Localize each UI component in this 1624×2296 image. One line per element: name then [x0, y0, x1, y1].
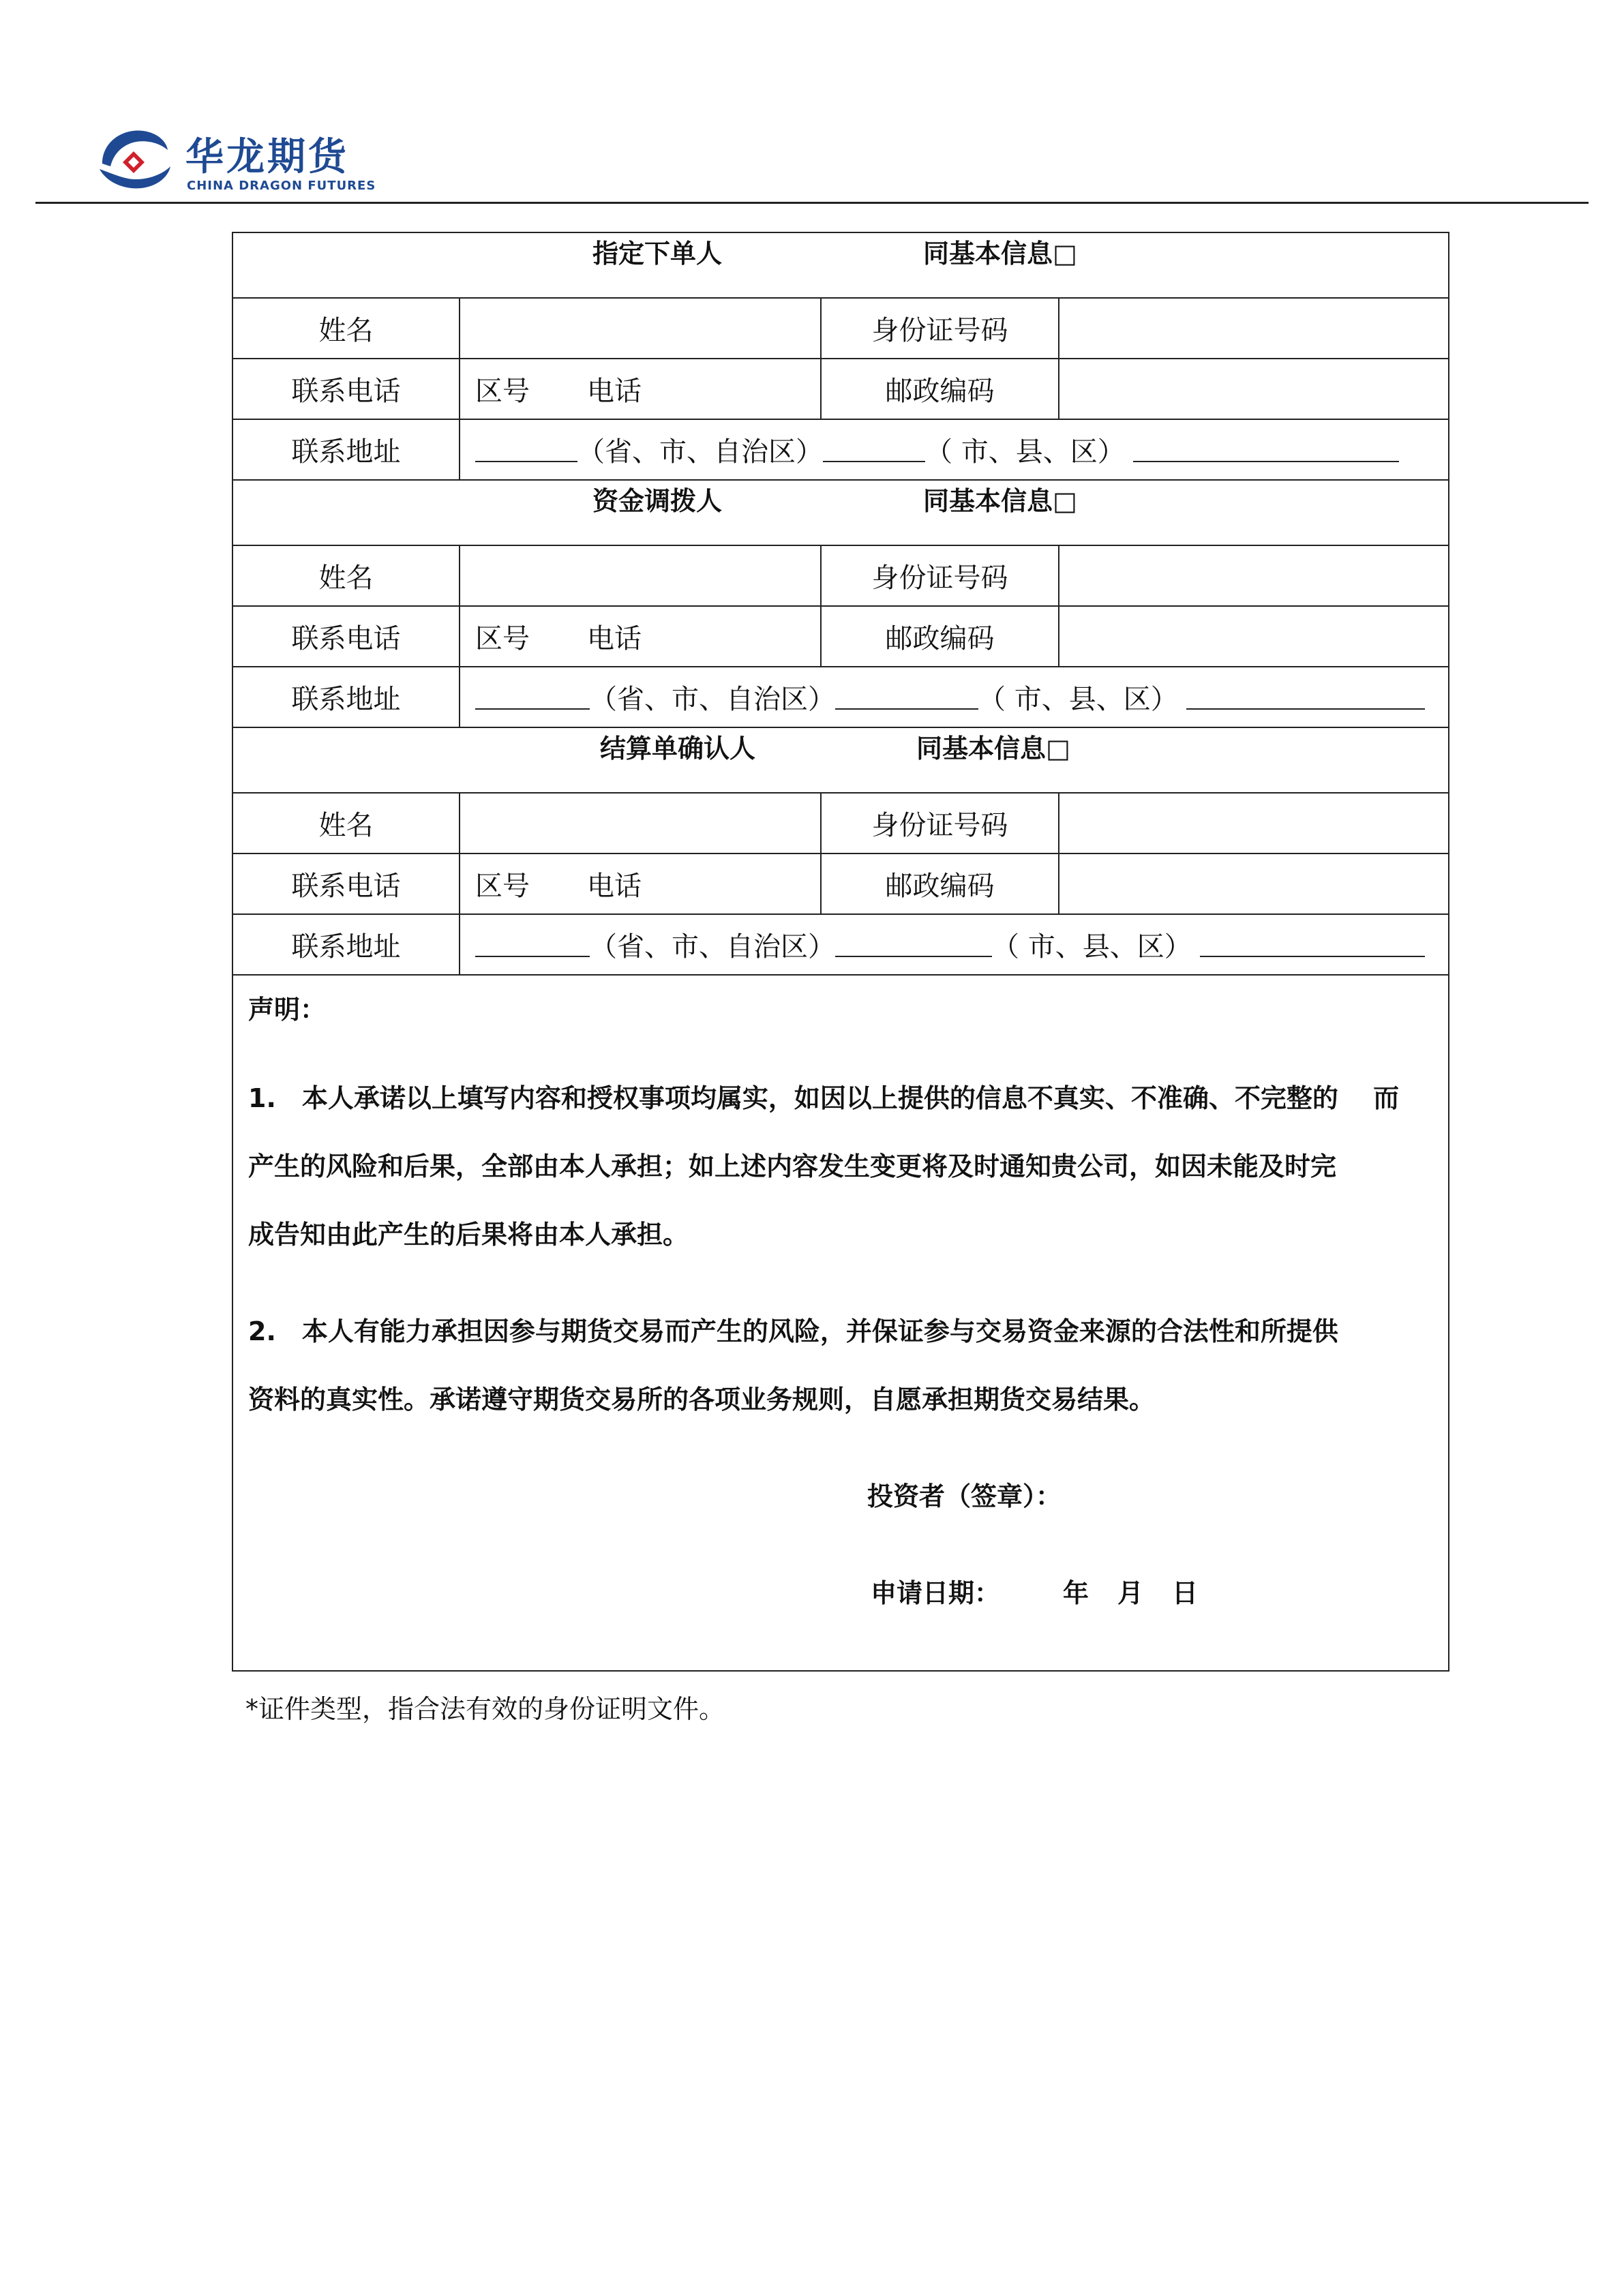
address-label: 联系地址: [233, 667, 460, 727]
province-blank[interactable]: [475, 685, 590, 710]
address-field[interactable]: [460, 420, 1448, 479]
brand-name-cn: 华龙期货: [185, 135, 349, 179]
declaration-heading: 声明：: [248, 995, 327, 1025]
name-row: [233, 299, 1448, 359]
name-field[interactable]: [460, 299, 822, 358]
declaration-line: 1. 本人承诺以上填写内容和授权事项均属实，如因以上提供的信息不真实、不准确、不完整的 而: [248, 1083, 1400, 1113]
phone-field[interactable]: [460, 359, 822, 419]
name-field[interactable]: [460, 794, 822, 853]
application-date[interactable]: [871, 1572, 1198, 1610]
id-number-field[interactable]: [1059, 546, 1448, 605]
declaration-line: 成告知由此产生的后果将由本人承担。: [248, 1220, 689, 1250]
china-dragon-logo-icon: [95, 121, 172, 198]
phone-label: 联系电话: [233, 854, 460, 913]
investor-signature-label: 投资者（签章）：: [867, 1481, 1062, 1511]
section-header-fund-transfer: [233, 481, 1448, 546]
declaration-block: [233, 975, 1448, 1670]
same-as-basic-checkbox[interactable]: 同基本信息□: [916, 734, 1070, 764]
phone-field[interactable]: [460, 607, 822, 666]
footnote: *证件类型，指合法有效的身份证明文件。: [245, 1694, 725, 1724]
id-number-label: 身份证号码: [822, 546, 1059, 605]
city-suffix: （ 市、县、区）: [992, 931, 1192, 963]
section-header-statement-confirmer: [233, 728, 1448, 794]
address-label: 联系地址: [233, 420, 460, 479]
id-number-field[interactable]: [1059, 299, 1448, 358]
date-day: 日: [1172, 1578, 1199, 1608]
name-label: 姓名: [233, 794, 460, 853]
city-blank[interactable]: [823, 438, 925, 462]
area-code-label: 区号: [475, 376, 530, 407]
address-field[interactable]: [460, 915, 1448, 974]
city-suffix: （ 市、县、区）: [925, 436, 1125, 468]
province-suffix: （省、市、自治区）: [590, 931, 835, 963]
phone-row: [233, 359, 1448, 420]
name-field[interactable]: [460, 546, 822, 605]
date-month: 月: [1117, 1578, 1144, 1608]
postal-code-field[interactable]: [1059, 359, 1448, 419]
province-suffix: （省、市、自治区）: [590, 684, 835, 715]
id-number-label: 身份证号码: [822, 299, 1059, 358]
section-title: 指定下单人: [592, 239, 723, 269]
postal-code-label: 邮政编码: [822, 854, 1059, 913]
section-title: 资金调拨人: [592, 486, 723, 516]
city-blank[interactable]: [835, 685, 978, 710]
form-grid: [233, 233, 1448, 976]
phone-label: 联系电话: [233, 359, 460, 419]
address-row: [233, 667, 1448, 728]
name-row: [233, 794, 1448, 854]
phone-number-label: 电话: [587, 376, 642, 407]
city-suffix: （ 市、县、区）: [978, 684, 1178, 715]
address-field[interactable]: [460, 667, 1448, 727]
area-code-label: 区号: [475, 623, 530, 654]
phone-number-label: 电话: [587, 871, 642, 902]
street-blank[interactable]: [1186, 685, 1425, 710]
date-year: 年: [1063, 1578, 1089, 1608]
street-blank[interactable]: [1200, 933, 1425, 957]
same-as-basic-checkbox[interactable]: 同基本信息□: [923, 486, 1077, 516]
brand-name-en: CHINA DRAGON FUTURES: [187, 179, 376, 193]
id-number-field[interactable]: [1059, 794, 1448, 853]
section-header-order-placer: [233, 233, 1448, 299]
address-row: [233, 915, 1448, 976]
phone-number-label: 电话: [587, 623, 642, 654]
address-row: [233, 420, 1448, 481]
header-divider: [35, 202, 1589, 204]
area-code-label: 区号: [475, 871, 530, 902]
declaration-line: 资料的真实性。承诺遵守期货交易所的各项业务规则，自愿承担期货交易结果。: [248, 1385, 1156, 1415]
city-blank[interactable]: [835, 933, 992, 957]
province-suffix: （省、市、自治区）: [577, 436, 823, 468]
postal-code-label: 邮政编码: [822, 359, 1059, 419]
name-row: [233, 546, 1448, 607]
province-blank[interactable]: [475, 933, 590, 957]
declaration-line: 产生的风险和后果，全部由本人承担；如上述内容发生变更将及时通知贵公司，如因未能及时完: [248, 1151, 1337, 1181]
postal-code-label: 邮政编码: [822, 607, 1059, 666]
investor-signature[interactable]: [867, 1475, 1062, 1513]
name-label: 姓名: [233, 546, 460, 605]
postal-code-field[interactable]: [1059, 607, 1448, 666]
authorized-persons-form: [232, 232, 1449, 1672]
phone-label: 联系电话: [233, 607, 460, 666]
street-blank[interactable]: [1133, 438, 1399, 462]
address-label: 联系地址: [233, 915, 460, 974]
company-header: [95, 121, 505, 203]
province-blank[interactable]: [475, 438, 577, 462]
section-title: 结算单确认人: [600, 734, 756, 764]
same-as-basic-checkbox[interactable]: 同基本信息□: [923, 239, 1077, 269]
declaration-line: 2. 本人有能力承担因参与期货交易而产生的风险，并保证参与交易资金来源的合法性和所提供: [248, 1316, 1338, 1346]
postal-code-field[interactable]: [1059, 854, 1448, 913]
application-date-label: 申请日期：: [871, 1578, 1001, 1608]
phone-row: [233, 607, 1448, 667]
phone-field[interactable]: [460, 854, 822, 913]
name-label: 姓名: [233, 299, 460, 358]
phone-row: [233, 854, 1448, 915]
id-number-label: 身份证号码: [822, 794, 1059, 853]
